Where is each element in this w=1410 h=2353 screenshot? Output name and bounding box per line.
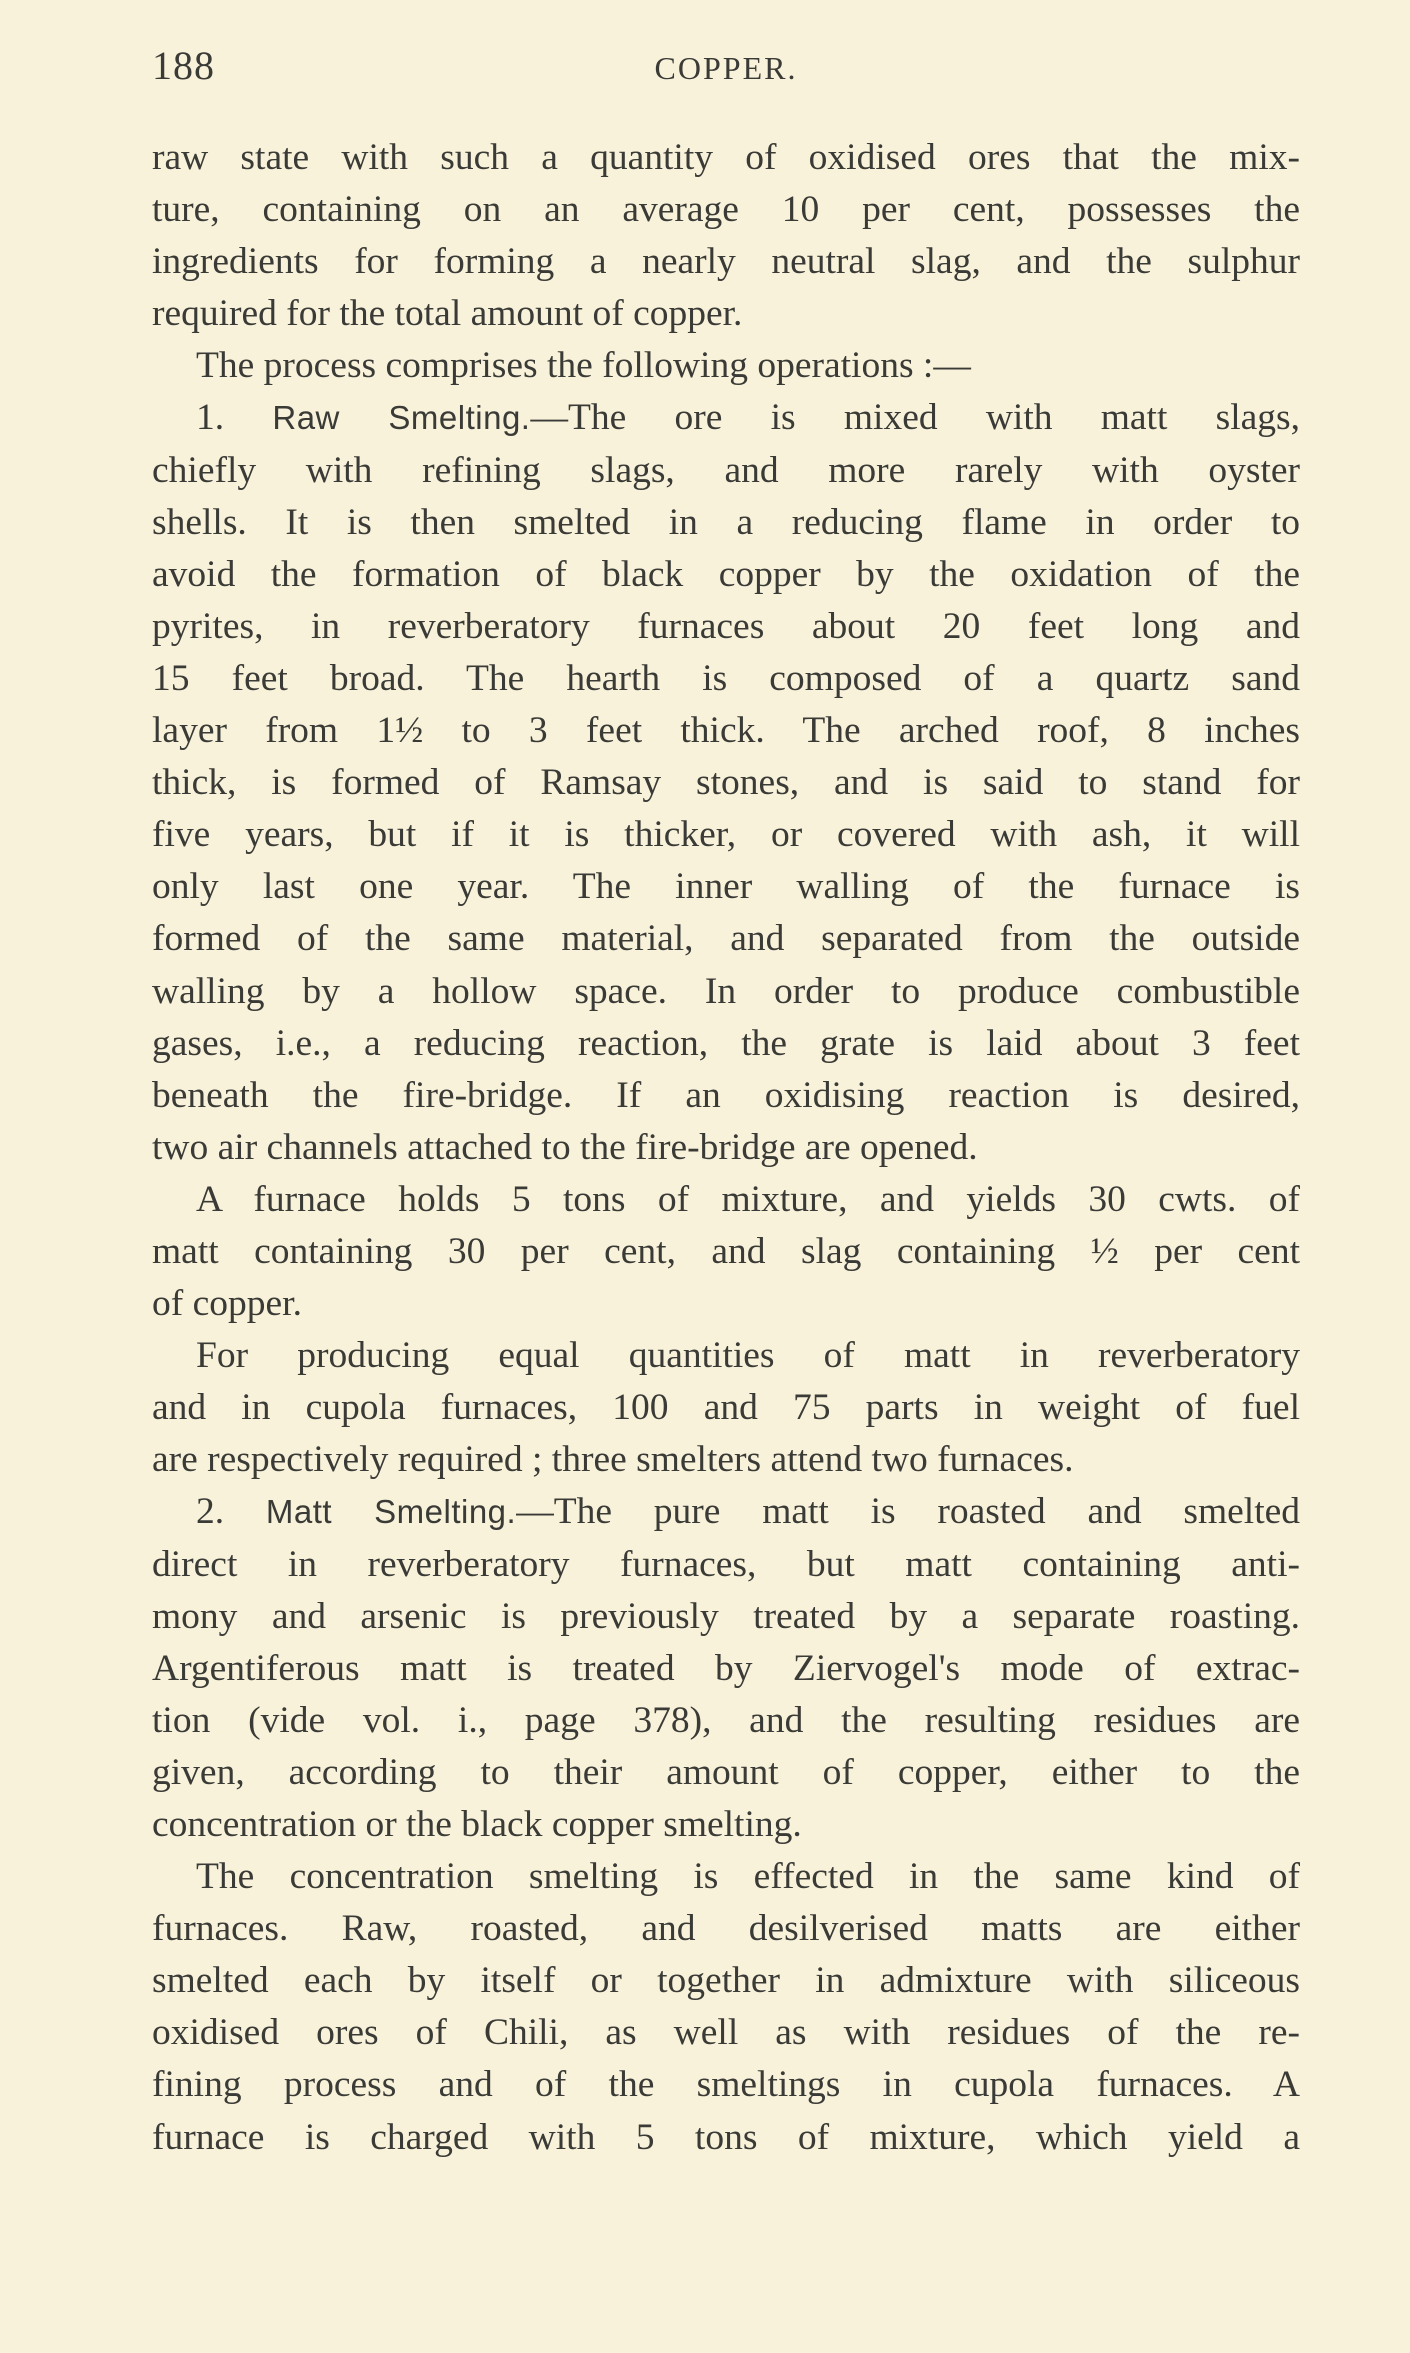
line-text: required for the total amount of copper.	[152, 293, 743, 335]
text-line	[152, 1226, 1300, 1278]
line-text: five years, but if it is thicker, or covered with ash, it will	[152, 814, 1300, 856]
line-text: beneath the fire-bridge. If an oxidising reaction is desired,	[152, 1074, 1300, 1116]
text-line	[152, 288, 1300, 340]
text-line	[152, 1070, 1300, 1122]
text-line	[152, 1382, 1300, 1434]
text-line	[152, 1695, 1300, 1747]
text-line	[152, 497, 1300, 549]
line-text: —The ore is mixed with matt slags,	[530, 397, 1300, 439]
section-number: 2.	[196, 1491, 266, 1533]
line-text: chiefly with refining slags, and more rarely with oyster	[152, 449, 1300, 491]
line-text: thick, is formed of Ramsay stones, and is said to stand for	[152, 762, 1300, 804]
text-line	[152, 705, 1300, 757]
line-text: smelted each by itself or together in admixture with siliceous	[152, 1960, 1300, 2002]
line-text: layer from 1½ to 3 feet thick. The arched roof, 8 inches	[152, 710, 1300, 752]
line-text: gases, i.e., a reducing reaction, the grate is laid about 3 feet	[152, 1022, 1300, 1064]
running-title: COPPER.	[654, 50, 798, 86]
text-line	[152, 861, 1300, 913]
text-line	[152, 392, 1300, 444]
section-number: 1.	[196, 397, 273, 439]
line-text: two air channels attached to the fire-bridge are opened.	[152, 1126, 978, 1168]
page-number: 188	[152, 43, 215, 88]
line-text: direct in reverberatory furnaces, but matt containing anti-	[152, 1543, 1300, 1585]
text-line	[152, 132, 1300, 184]
line-text: of copper.	[152, 1283, 302, 1325]
line-text: pyrites, in reverberatory furnaces about 20 feet long and	[152, 605, 1300, 647]
line-text: only last one year. The inner walling of the furnace is	[152, 866, 1300, 908]
text-line	[152, 1799, 1300, 1851]
line-text: oxidised ores of Chili, as well as with residues of the re-	[152, 2012, 1300, 2054]
line-text: tion (vide vol. i., page 378), and the resulting residues are	[152, 1699, 1300, 1741]
line-text: Argentiferous matt is treated by Ziervogel's mode of extrac-	[152, 1647, 1300, 1689]
text-line	[152, 1278, 1300, 1330]
section-heading: Matt Smelting.	[265, 1493, 517, 1531]
line-text: —The pure matt is roasted and smelted	[516, 1491, 1301, 1533]
text-line	[152, 1747, 1300, 1799]
line-text: walling by a hollow space. In order to produce combustible	[152, 970, 1300, 1012]
text-line	[152, 653, 1300, 705]
text-line	[152, 2112, 1300, 2164]
line-text: For producing equal quantities of matt in reverberatory	[196, 1335, 1300, 1377]
text-line	[152, 1955, 1300, 2007]
line-text: raw state with such a quantity of oxidised ores that the mix-	[152, 137, 1300, 178]
line-text: are respectively required ; three smelters attend two furnaces.	[152, 1439, 1074, 1481]
text-line	[152, 757, 1300, 809]
text-line	[152, 2007, 1300, 2059]
text-line	[152, 1434, 1300, 1486]
line-text: The process comprises the following operations :—	[196, 345, 971, 387]
text-line	[152, 1539, 1300, 1591]
text-line	[152, 1486, 1300, 1538]
text-line	[152, 1122, 1300, 1174]
text-line	[152, 1851, 1300, 1903]
body-text	[152, 132, 1300, 2164]
text-line	[152, 1018, 1300, 1070]
line-text: 15 feet broad. The hearth is composed of a quartz sand	[152, 657, 1300, 699]
text-line	[152, 340, 1300, 392]
line-text: mony and arsenic is previously treated by a separate roasting.	[152, 1595, 1300, 1637]
line-text: concentration or the black copper smelting.	[152, 1804, 802, 1845]
text-line	[152, 601, 1300, 653]
text-line	[152, 809, 1300, 861]
text-line	[152, 236, 1300, 288]
text-line	[152, 1903, 1300, 1955]
text-line	[152, 913, 1300, 965]
line-text: matt containing 30 per cent, and slag containing ½ per cent	[152, 1230, 1300, 1272]
text-line	[152, 1643, 1300, 1695]
line-text: furnaces. Raw, roasted, and desilverised matts are either	[152, 1908, 1300, 1950]
text-line	[152, 966, 1300, 1018]
line-text: and in cupola furnaces, 100 and 75 parts in weight of fuel	[152, 1387, 1300, 1429]
line-text: given, according to their amount of copper, either to the	[152, 1751, 1300, 1793]
line-text: furnace is charged with 5 tons of mixture, which yield a	[152, 2116, 1300, 2158]
line-text: The concentration smelting is effected in the same kind of	[196, 1856, 1300, 1898]
section-heading: Raw Smelting.	[272, 399, 531, 437]
line-text: formed of the same material, and separated from the outside	[152, 918, 1300, 960]
text-line	[152, 1174, 1300, 1226]
line-text: avoid the formation of black copper by the oxidation of the	[152, 553, 1300, 595]
line-text: A furnace holds 5 tons of mixture, and yields 30 cwts. of	[196, 1178, 1300, 1220]
text-line	[152, 2059, 1300, 2111]
line-text: shells. It is then smelted in a reducing flame in order to	[152, 501, 1300, 543]
running-head	[152, 42, 1300, 102]
text-line	[152, 1591, 1300, 1643]
text-line	[152, 184, 1300, 236]
line-text: ingredients for forming a nearly neutral slag, and the sulphur	[152, 241, 1300, 283]
line-text: fining process and of the smeltings in cupola furnaces. A	[152, 2064, 1300, 2106]
line-text: ture, containing on an average 10 per cent, possesses the	[152, 189, 1300, 231]
text-line	[152, 549, 1300, 601]
text-line	[152, 1330, 1300, 1382]
text-line	[152, 445, 1300, 497]
